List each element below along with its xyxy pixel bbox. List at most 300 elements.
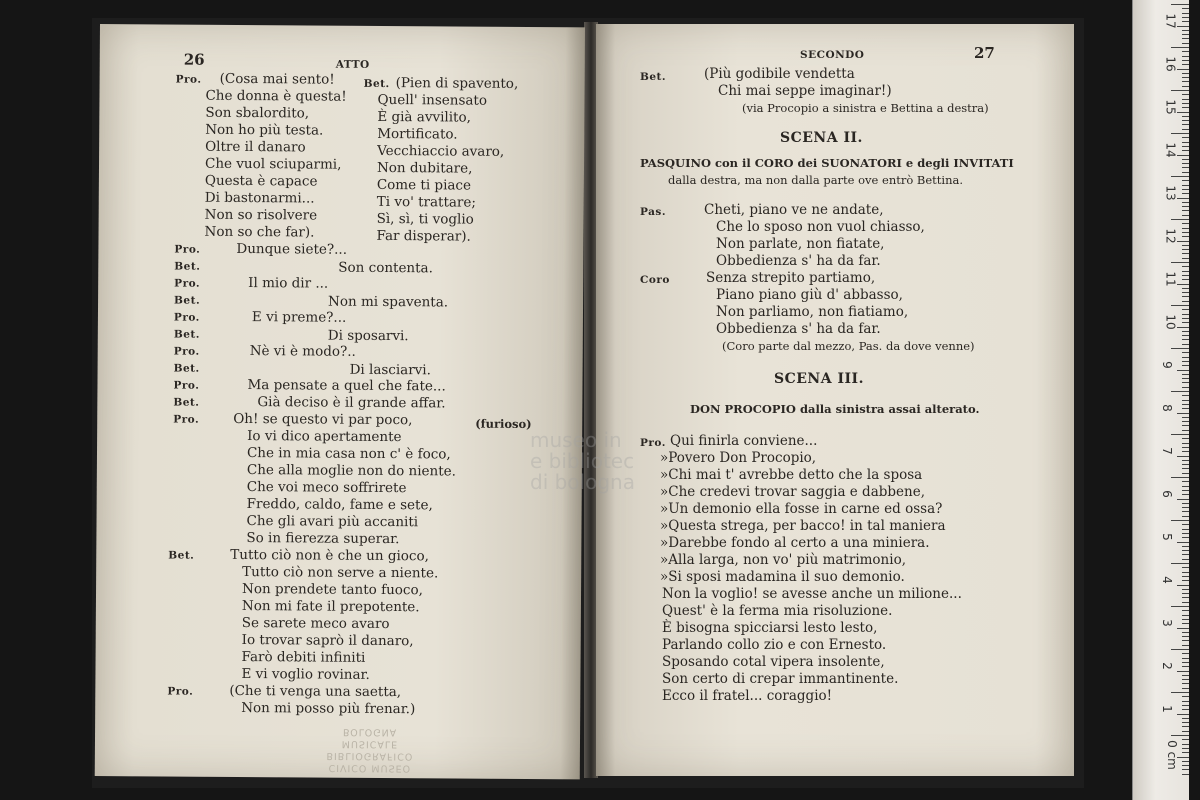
ruler-tick: [1182, 249, 1189, 250]
ruler-tick: [1182, 404, 1189, 405]
ruler-tick: [1171, 262, 1189, 263]
ruler-tick: [1177, 585, 1189, 586]
ruler-tick: [1182, 576, 1189, 577]
ruler-tick: [1182, 718, 1189, 719]
ruler-tick: [1182, 503, 1189, 504]
ruler-tick: [1171, 305, 1189, 306]
ruler-number: 12: [1163, 228, 1178, 244]
verse-line: Freddo, caldo, fame e sete,: [246, 496, 433, 514]
ruler-tick: [1171, 391, 1189, 392]
ruler-tick: [1182, 683, 1189, 684]
ruler-tick: [1182, 206, 1189, 207]
ruler-tick: [1171, 563, 1189, 564]
verse-line: (Pien di spavento,: [395, 75, 519, 92]
verse-line: (Più godibile vendetta: [704, 66, 855, 82]
ruler-tick: [1171, 219, 1189, 220]
verse-line: Parlando collo zio e con Ernesto.: [662, 637, 887, 653]
verse-line: Mortificato.: [377, 125, 458, 143]
verse-line: Non mi posso più frenar.): [241, 700, 416, 718]
verse-line: Senza strepito partiamo,: [706, 270, 876, 286]
verse-line: Non prendete tanto fuoco,: [242, 581, 423, 599]
ruler-tick: [1182, 193, 1189, 194]
ruler-tick: [1177, 456, 1189, 457]
ruler-tick: [1177, 198, 1189, 199]
speaker-label: Bet.: [174, 294, 201, 307]
ruler-tick: [1182, 382, 1189, 383]
verse-line: Farò debiti infiniti: [241, 649, 366, 666]
speaker-label: Pro.: [173, 345, 200, 358]
ruler-tick: [1171, 133, 1189, 134]
ruler-tick: [1182, 56, 1189, 57]
ruler-tick: [1182, 593, 1189, 594]
verse-line: Cheti, piano ve ne andate,: [704, 202, 884, 218]
ruler-number: 10: [1163, 314, 1178, 330]
ruler-tick: [1182, 51, 1189, 52]
verse-line: Oh! se questo vi par poco,: [233, 410, 413, 429]
stage-direction: (via Procopio a sinistra e Bettina a destra): [742, 101, 989, 115]
ruler-tick: [1171, 434, 1189, 435]
measuring-ruler: [1132, 0, 1189, 800]
verse-line: E vi voglio rovinar.: [241, 666, 370, 683]
ruler-tick: [1182, 610, 1189, 611]
verse-line: Che vuol sciuparmi,: [204, 155, 342, 173]
verse-line: Obbedienza s' ha da far.: [716, 253, 881, 269]
ruler-tick: [1182, 511, 1189, 512]
ruler-tick: [1182, 447, 1189, 448]
ruler-number: 15: [1163, 99, 1178, 115]
speaker-label: Bet.: [173, 362, 200, 375]
ruler-tick: [1171, 176, 1189, 177]
ruler-tick: [1182, 292, 1189, 293]
verse-line: Già deciso è il grande affar.: [257, 394, 446, 412]
ruler-tick: [1177, 499, 1189, 500]
ruler-tick: [1182, 103, 1189, 104]
verse-line: Ecco il fratel... coraggio!: [662, 688, 833, 704]
verse-line: Ma pensate a quel che fate...: [247, 377, 446, 395]
speaker-label: Pro.: [174, 243, 201, 256]
ruler-tick: [1182, 417, 1189, 418]
verse-line: »Un demonio ella fosse in carne ed ossa?: [660, 501, 943, 517]
verse-line: Piano piano giù d' abbasso,: [716, 287, 903, 303]
verse-line: »Che credevi trovar saggia e dabbene,: [660, 484, 925, 500]
ruler-number: 14: [1163, 142, 1178, 158]
verse-line: (Che ti venga una saetta,: [229, 682, 402, 701]
ruler-tick: [1182, 550, 1189, 551]
verse-line: Non la voglio! se avesse anche un milione...: [662, 586, 962, 602]
ruler-tick: [1182, 524, 1189, 525]
page-number: 26: [183, 50, 205, 69]
ruler-tick: [1171, 477, 1189, 478]
verse-line: Che donna è questa!: [205, 87, 347, 105]
ruler-tick: [1182, 8, 1189, 9]
ruler-tick: [1171, 348, 1189, 349]
ruler-tick: [1182, 645, 1189, 646]
ruler-tick: [1182, 425, 1189, 426]
verse-line: Di bastonarmi...: [204, 189, 315, 207]
ruler-tick: [1182, 451, 1189, 452]
scene-heading: SCENA II.: [780, 130, 863, 146]
ruler-tick: [1182, 580, 1189, 581]
ruler-tick: [1182, 124, 1189, 125]
ruler-tick: [1177, 284, 1189, 285]
ruler-tick: [1182, 421, 1189, 422]
ruler-tick: [1177, 327, 1189, 328]
verse-line: Chi mai seppe imaginar!): [718, 83, 892, 99]
ruler-tick: [1182, 602, 1189, 603]
ruler-tick: [1182, 43, 1189, 44]
verse-line: È già avvilito,: [377, 108, 471, 126]
ruler-tick: [1182, 722, 1189, 723]
ruler-tick: [1182, 589, 1189, 590]
speaker-label: Pro.: [173, 413, 200, 426]
ruler-tick: [1171, 735, 1189, 736]
running-head: ATTO: [335, 58, 370, 71]
ruler-tick: [1182, 322, 1189, 323]
ruler-tick: [1177, 69, 1189, 70]
ruler-tick: [1182, 546, 1189, 547]
ruler-tick: [1182, 266, 1189, 267]
ruler-tick: [1182, 533, 1189, 534]
ruler-tick: [1182, 314, 1189, 315]
ruler-tick: [1182, 752, 1189, 753]
ruler-tick: [1182, 210, 1189, 211]
verse-line: »Questa strega, per bacco! in tal maniera: [660, 518, 946, 534]
ruler-tick: [1182, 86, 1189, 87]
speaker-label: Pro.: [175, 73, 202, 86]
verse-line: Qui finirla conviene...: [670, 433, 818, 449]
scene-heading: SCENA III.: [774, 371, 864, 387]
ruler-tick: [1177, 671, 1189, 672]
ruler-tick: [1182, 438, 1189, 439]
verse-line: Io vi dico apertamente: [247, 428, 402, 446]
ruler-tick: [1182, 167, 1189, 168]
ruler-tick: [1182, 150, 1189, 151]
ruler-tick: [1182, 387, 1189, 388]
ruler-tick: [1182, 94, 1189, 95]
ruler-tick: [1171, 649, 1189, 650]
verse-line: »Alla larga, non vo' più matrimonio,: [660, 552, 906, 568]
ruler-tick: [1182, 236, 1189, 237]
ruler-tick: [1182, 99, 1189, 100]
ruler-tick: [1182, 374, 1189, 375]
ruler-tick: [1182, 679, 1189, 680]
ruler-tick: [1182, 271, 1189, 272]
verse-line: Oltre il danaro: [205, 138, 306, 156]
verse-line: Che in mia casa non c' è foco,: [246, 445, 451, 463]
ruler-number: 4: [1159, 576, 1174, 584]
verse-line: Questa è capace: [204, 172, 318, 190]
verse-line: (Cosa mai sento!: [219, 70, 335, 88]
ruler-tick: [1171, 4, 1189, 5]
ruler-tick: [1182, 494, 1189, 495]
verse-line: »Povero Don Procopio,: [660, 450, 817, 466]
scene-description: dalla destra, ma non dalla parte ove entrò Bettina.: [668, 173, 964, 187]
ruler-tick: [1182, 400, 1189, 401]
verse-line: Nè vi è modo?..: [249, 343, 356, 360]
ruler-unit: 0 cm: [1164, 740, 1179, 770]
verse-line: Quest' è la ferma mia risoluzione.: [662, 603, 893, 619]
ruler-tick: [1182, 17, 1189, 18]
ruler-tick: [1177, 241, 1189, 242]
verse-line: Non mi fate il prepotente.: [241, 598, 420, 616]
ruler-tick: [1182, 202, 1189, 203]
ruler-tick: [1182, 709, 1189, 710]
ruler-tick: [1182, 159, 1189, 160]
verse-line: Tutto ciò non è che un gioco,: [230, 546, 429, 565]
ruler-tick: [1182, 38, 1189, 39]
ruler-tick: [1182, 13, 1189, 14]
ruler-tick: [1182, 81, 1189, 82]
ruler-tick: [1182, 331, 1189, 332]
verse-line: Sposando cotal vipera insolente,: [662, 654, 885, 670]
left-page: [95, 24, 585, 779]
verse-line: Tutto ciò non serve a niente.: [242, 564, 439, 582]
ruler-tick: [1182, 464, 1189, 465]
ruler-tick: [1182, 623, 1189, 624]
ruler-number: 5: [1159, 533, 1174, 541]
ruler-tick: [1171, 692, 1189, 693]
ruler-tick: [1177, 370, 1189, 371]
verse-line: Vecchiaccio avaro,: [377, 142, 505, 160]
ruler-tick: [1182, 215, 1189, 216]
ruler-number: 1: [1159, 705, 1174, 713]
ruler-tick: [1182, 189, 1189, 190]
verse-line: Che lo sposo non vuol chiasso,: [716, 219, 925, 235]
ruler-tick: [1182, 619, 1189, 620]
ruler-tick: [1177, 628, 1189, 629]
ruler-tick: [1182, 223, 1189, 224]
ruler-tick: [1182, 361, 1189, 362]
ruler-tick: [1182, 597, 1189, 598]
verse-line: Dunque siete?...: [236, 240, 348, 258]
ruler-number: 11: [1163, 271, 1178, 287]
ruler-tick: [1182, 486, 1189, 487]
ruler-tick: [1171, 606, 1189, 607]
ruler-tick: [1182, 559, 1189, 560]
verse-line: Non ho più testa.: [205, 121, 324, 139]
page-number: 27: [974, 44, 995, 62]
ruler-number: 3: [1159, 619, 1174, 627]
ruler-tick: [1182, 365, 1189, 366]
ruler-tick: [1182, 554, 1189, 555]
ruler-tick: [1182, 739, 1189, 740]
ruler-tick: [1182, 296, 1189, 297]
ruler-tick: [1182, 769, 1189, 770]
ruler-tick: [1182, 640, 1189, 641]
ruler-tick: [1182, 116, 1189, 117]
speaker-label: Pro.: [173, 379, 200, 392]
ruler-tick: [1182, 615, 1189, 616]
ruler-tick: [1182, 675, 1189, 676]
verse-line: Non mi spaventa.: [328, 293, 449, 311]
ruler-tick: [1182, 688, 1189, 689]
ruler-tick: [1182, 30, 1189, 31]
speaker-label: Pro.: [173, 311, 200, 324]
speaker-label: Coro: [640, 274, 670, 286]
ruler-tick: [1182, 516, 1189, 517]
verse-line: Che gli avari più accaniti: [246, 513, 419, 531]
ruler-tick: [1182, 185, 1189, 186]
ruler-tick: [1182, 34, 1189, 35]
verse-line: Quell' insensato: [377, 91, 488, 109]
stamp-line: BIBLIOGRAFICO MUSICALE: [326, 738, 414, 762]
ruler-tick: [1182, 344, 1189, 345]
ruler-tick: [1182, 60, 1189, 61]
ruler-tick: [1182, 567, 1189, 568]
ruler-tick: [1177, 542, 1189, 543]
ruler-tick: [1182, 335, 1189, 336]
speaker-label: Bet.: [363, 77, 390, 91]
ruler-tick: [1182, 378, 1189, 379]
ruler-tick: [1182, 309, 1189, 310]
ruler-tick: [1182, 137, 1189, 138]
verse-line: Non so che far).: [204, 223, 315, 241]
ruler-tick: [1182, 275, 1189, 276]
ruler-tick: [1182, 731, 1189, 732]
verse-line: Son sbalordito,: [205, 104, 310, 122]
ruler-number: 6: [1159, 490, 1174, 498]
ruler-tick: [1182, 395, 1189, 396]
ruler-tick: [1182, 765, 1189, 766]
speaker-label: Bet.: [640, 71, 667, 83]
verse-line: Non parliamo, non fiatiamo,: [716, 304, 909, 320]
ruler-tick: [1182, 172, 1189, 173]
verse-line: »Si sposi madamina il suo demonio.: [660, 569, 905, 585]
verse-line: Che voi meco soffrirete: [246, 479, 407, 497]
ruler-tick: [1182, 653, 1189, 654]
ruler-tick: [1182, 744, 1189, 745]
speaker-label: Bet.: [173, 396, 200, 409]
ruler-number: 2: [1159, 662, 1174, 670]
verse-line: Son certo di crepar immantinente.: [662, 671, 899, 687]
speaker-label: Bet.: [168, 549, 195, 562]
verse-line: Io trovar saprò il danaro,: [241, 632, 414, 650]
ruler-number: 9: [1159, 361, 1174, 369]
library-stamp: [300, 725, 440, 773]
ruler-tick: [1182, 705, 1189, 706]
verse-line: Ti vo' trattare;: [376, 193, 477, 211]
stage-direction: (furioso): [475, 416, 532, 432]
ruler-tick: [1171, 520, 1189, 521]
watermark-line: di bologna: [530, 470, 635, 494]
ruler-tick: [1177, 26, 1189, 27]
ruler-tick: [1182, 658, 1189, 659]
verse-line: Che alla moglie non do niente.: [246, 462, 457, 480]
ruler-tick: [1182, 696, 1189, 697]
ruler-tick: [1182, 529, 1189, 530]
watermark: [530, 430, 635, 493]
ruler-tick: [1182, 73, 1189, 74]
verse-line: Far disperar).: [376, 227, 471, 245]
ruler-tick: [1177, 112, 1189, 113]
running-head: SECONDO: [800, 49, 865, 61]
ruler-tick: [1182, 701, 1189, 702]
ruler-tick: [1182, 443, 1189, 444]
right-page: [596, 24, 1074, 776]
ruler-number: 7: [1159, 447, 1174, 455]
stamp-line: BOLOGNA: [342, 726, 398, 738]
ruler-tick: [1182, 180, 1189, 181]
ruler-tick: [1182, 120, 1189, 121]
ruler-tick: [1182, 666, 1189, 667]
verse-line: Obbedienza s' ha da far.: [716, 321, 881, 337]
scene-description: PASQUINO con il CORO dei SUONATORI e degli INVITATI: [640, 156, 1014, 170]
ruler-tick: [1182, 572, 1189, 573]
verse-line: Son contenta.: [338, 259, 433, 277]
ruler-tick: [1182, 507, 1189, 508]
ruler-tick: [1182, 662, 1189, 663]
ruler-tick: [1171, 90, 1189, 91]
ruler-tick: [1182, 163, 1189, 164]
ruler-tick: [1182, 107, 1189, 108]
ruler-tick: [1182, 352, 1189, 353]
watermark-line: e bibliotec: [530, 449, 635, 473]
verse-line: Se sarete meco avaro: [241, 615, 390, 633]
ruler-tick: [1182, 430, 1189, 431]
speaker-label: Pro.: [174, 277, 201, 290]
stage-direction: (Coro parte dal mezzo, Pas. da dove venne): [722, 339, 975, 353]
ruler-tick: [1182, 279, 1189, 280]
ruler-number: 8: [1159, 404, 1174, 412]
ruler-tick: [1171, 47, 1189, 48]
ruler-tick: [1177, 413, 1189, 414]
speaker-label: Bet.: [174, 260, 201, 273]
speaker-label: Bet.: [173, 328, 200, 341]
watermark-line: museo in: [530, 428, 622, 452]
verse-line: Non parlate, non fiatate,: [716, 236, 885, 252]
ruler-tick: [1182, 636, 1189, 637]
ruler-tick: [1182, 301, 1189, 302]
ruler-number: 16: [1163, 56, 1178, 72]
verse-line: »Chi mai t' avrebbe detto che la sposa: [660, 467, 923, 483]
ruler-tick: [1182, 232, 1189, 233]
ruler-tick: [1182, 632, 1189, 633]
ruler-tick: [1182, 129, 1189, 130]
ruler-tick: [1177, 155, 1189, 156]
ruler-tick: [1182, 490, 1189, 491]
verse-line: È bisogna spicciarsi lesto lesto,: [662, 620, 878, 636]
ruler-tick: [1182, 245, 1189, 246]
stamp-line: CIVICO MUSEO: [328, 762, 412, 774]
ruler-tick: [1182, 228, 1189, 229]
ruler-tick: [1182, 339, 1189, 340]
verse-line: Non dubitare,: [376, 159, 473, 177]
ruler-tick: [1182, 468, 1189, 469]
scene-description: DON PROCOPIO dalla sinistra assai alterato.: [690, 402, 980, 416]
ruler-tick: [1182, 761, 1189, 762]
ruler-tick: [1182, 357, 1189, 358]
ruler-tick: [1182, 146, 1189, 147]
ruler-tick: [1182, 21, 1189, 22]
ruler-tick: [1182, 142, 1189, 143]
ruler-number: 13: [1163, 185, 1178, 201]
verse-line: »Darebbe fondo al certo a una miniera.: [660, 535, 930, 551]
ruler-tick: [1182, 408, 1189, 409]
ruler-tick: [1182, 473, 1189, 474]
verse-line: So in fierezza superar.: [246, 530, 400, 548]
ruler-tick: [1182, 77, 1189, 78]
ruler-tick: [1182, 726, 1189, 727]
ruler-tick: [1182, 64, 1189, 65]
verse-line: Il mio dir ...: [248, 275, 329, 292]
ruler-tick: [1182, 774, 1189, 775]
ruler-tick: [1182, 318, 1189, 319]
ruler-number: 17: [1163, 13, 1178, 29]
speaker-label: Pas.: [640, 206, 666, 218]
ruler-tick: [1182, 258, 1189, 259]
speaker-label: Pro.: [640, 437, 666, 449]
speaker-label: Pro.: [167, 685, 194, 698]
